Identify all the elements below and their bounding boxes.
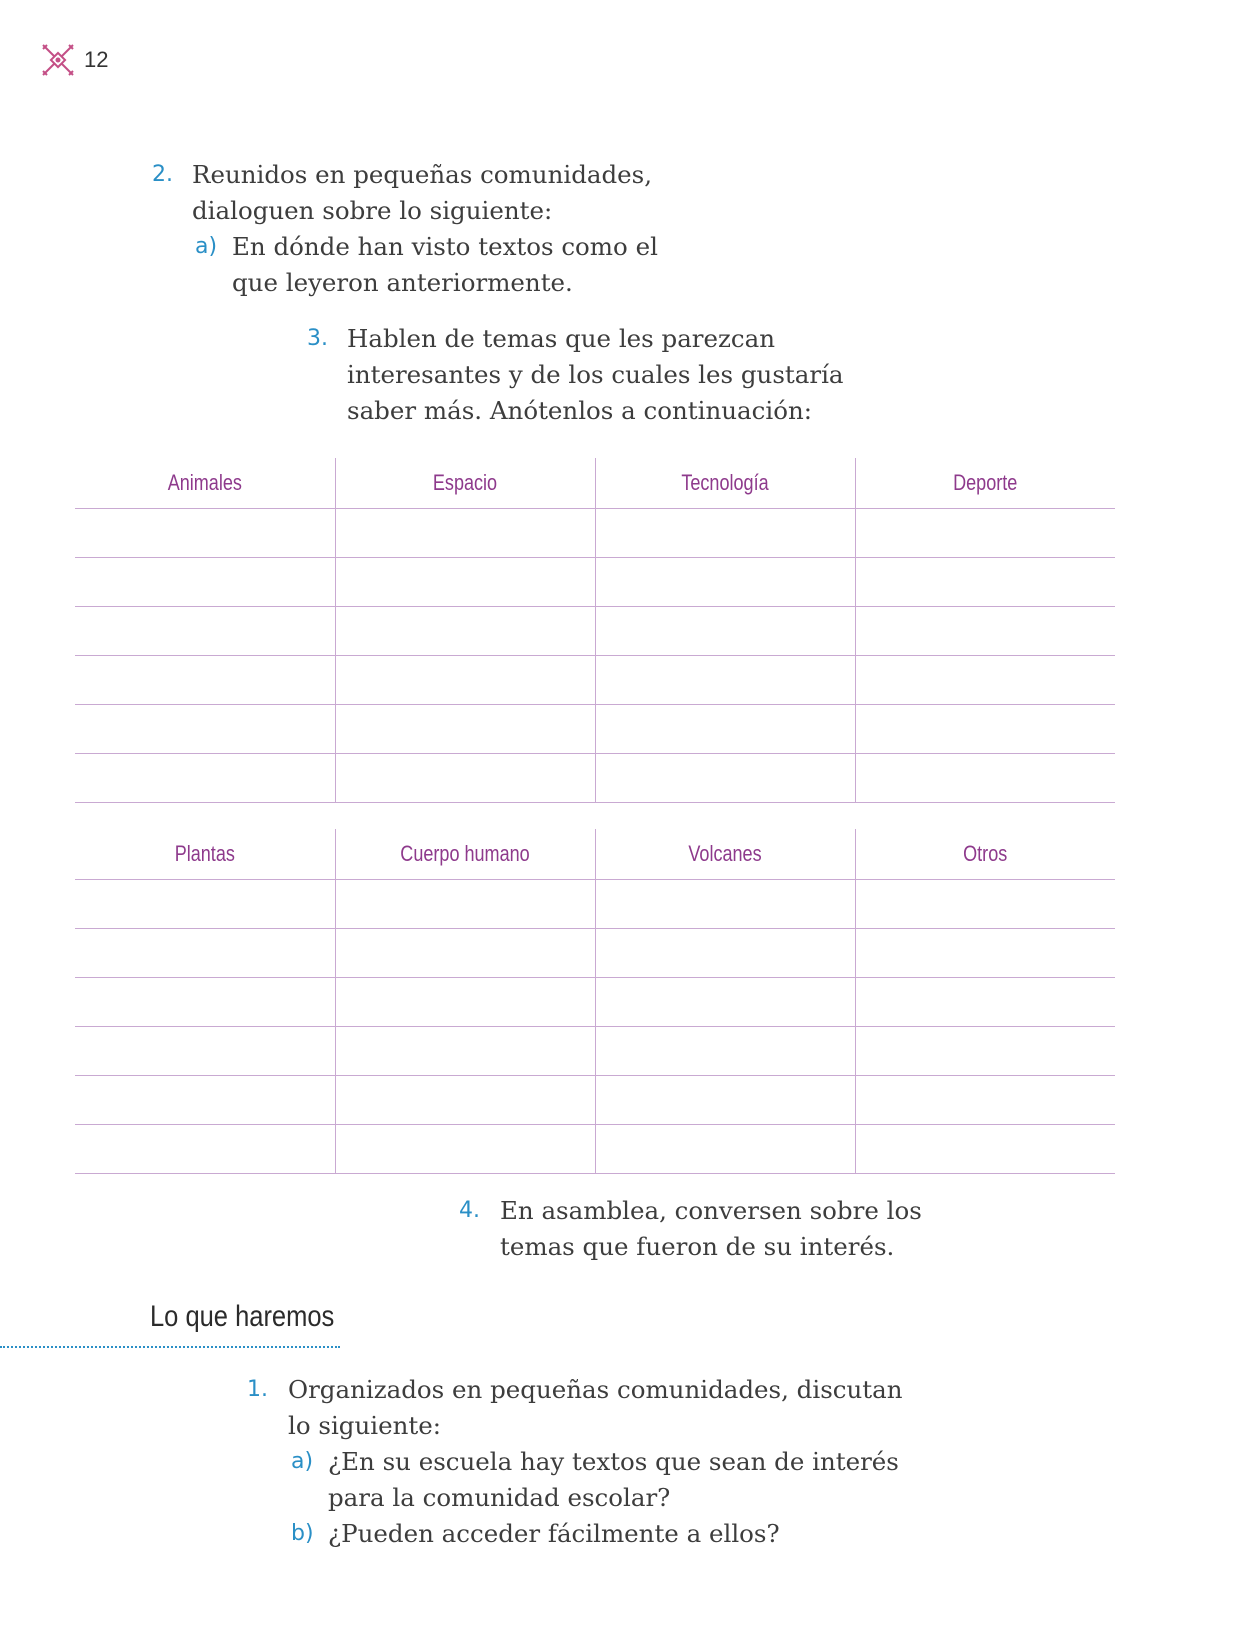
- writing-cell[interactable]: [75, 705, 335, 754]
- column-header-otros: Otros: [878, 829, 1091, 880]
- writing-cell[interactable]: [595, 1125, 855, 1174]
- writing-cell[interactable]: [75, 1076, 335, 1125]
- writing-cell[interactable]: [855, 656, 1115, 705]
- writing-cell[interactable]: [335, 607, 595, 656]
- sub-item-text-line: ¿En su escuela hay textos que sean de interés: [328, 1447, 899, 1476]
- table-row: [75, 558, 1115, 607]
- writing-cell[interactable]: [75, 656, 335, 705]
- writing-cell[interactable]: [335, 1076, 595, 1125]
- table-row: [75, 607, 1115, 656]
- writing-cell[interactable]: [75, 509, 335, 558]
- column-header-plantas: Plantas: [98, 829, 311, 880]
- sub-item-a: [291, 1444, 903, 1516]
- item-number: 1.: [247, 1377, 268, 1402]
- table-row: [75, 880, 1115, 929]
- writing-cell[interactable]: [855, 1125, 1115, 1174]
- item-text-line: Reunidos en pequeñas comunidades,: [192, 160, 653, 189]
- writing-cell[interactable]: [855, 880, 1115, 929]
- item-text-line: interesantes y de los cuales les gustaría: [347, 360, 844, 389]
- table-row: [75, 754, 1115, 803]
- writing-cell[interactable]: [75, 1125, 335, 1174]
- item-text-line: Hablen de temas que les parezcan: [347, 324, 776, 353]
- sub-item-text-line: que leyeron anteriormente.: [232, 268, 573, 297]
- sub-item-text-line: En dónde han visto textos como el: [232, 232, 658, 261]
- column-header-cuerpo-humano: Cuerpo humano: [358, 829, 571, 880]
- writing-cell[interactable]: [75, 607, 335, 656]
- writing-cell[interactable]: [855, 978, 1115, 1027]
- writing-cell[interactable]: [595, 978, 855, 1027]
- item-number: 4.: [459, 1198, 480, 1223]
- writing-cell[interactable]: [595, 929, 855, 978]
- activity-item-2: [152, 157, 658, 301]
- item-number: 3.: [307, 326, 328, 351]
- writing-cell[interactable]: [335, 1027, 595, 1076]
- item-text-line: dialoguen sobre lo siguiente:: [192, 196, 553, 225]
- writing-cell[interactable]: [595, 705, 855, 754]
- writing-cell[interactable]: [75, 558, 335, 607]
- writing-cell[interactable]: [595, 754, 855, 803]
- writing-cell[interactable]: [595, 656, 855, 705]
- writing-cell[interactable]: [855, 558, 1115, 607]
- writing-cell[interactable]: [75, 978, 335, 1027]
- table-row: [75, 929, 1115, 978]
- column-header-animales: Animales: [98, 458, 311, 509]
- writing-cell[interactable]: [75, 880, 335, 929]
- sub-item-label: a): [291, 1449, 314, 1474]
- column-header-tecnologia: Tecnología: [618, 458, 831, 509]
- table-row: [75, 656, 1115, 705]
- writing-cell[interactable]: [335, 705, 595, 754]
- writing-cell[interactable]: [595, 509, 855, 558]
- table-row: [75, 705, 1115, 754]
- writing-cell[interactable]: [855, 929, 1115, 978]
- sub-item-label: a): [195, 234, 218, 259]
- topics-table-2: [75, 829, 1115, 1174]
- item-text-line: Organizados en pequeñas comunidades, discutan: [288, 1375, 903, 1404]
- writing-cell[interactable]: [595, 1076, 855, 1125]
- writing-cell[interactable]: [335, 929, 595, 978]
- column-header-deporte: Deporte: [878, 458, 1091, 509]
- activity-item-1: [247, 1372, 903, 1552]
- activity-item-4: [459, 1193, 922, 1265]
- writing-cell[interactable]: [855, 1027, 1115, 1076]
- writing-cell[interactable]: [595, 1027, 855, 1076]
- writing-cell[interactable]: [855, 1076, 1115, 1125]
- item-number: 2.: [152, 162, 173, 187]
- item-text-line: temas que fueron de su interés.: [500, 1232, 895, 1261]
- writing-cell[interactable]: [335, 1125, 595, 1174]
- writing-cell[interactable]: [595, 558, 855, 607]
- page-header: [40, 42, 108, 78]
- table-row: [75, 1076, 1115, 1125]
- section-divider: [0, 1346, 340, 1348]
- writing-cell[interactable]: [335, 656, 595, 705]
- page-number: 12: [84, 47, 109, 72]
- table-row: [75, 978, 1115, 1027]
- section-title: Lo que haremos: [150, 1300, 335, 1333]
- writing-cell[interactable]: [855, 705, 1115, 754]
- writing-cell[interactable]: [855, 754, 1115, 803]
- writing-cell[interactable]: [335, 880, 595, 929]
- writing-cell[interactable]: [335, 754, 595, 803]
- table-row: [75, 509, 1115, 558]
- sub-item-b: [291, 1516, 903, 1552]
- activity-item-3: [307, 321, 844, 429]
- writing-cell[interactable]: [335, 509, 595, 558]
- item-text-line: lo siguiente:: [288, 1411, 441, 1440]
- writing-cell[interactable]: [75, 1027, 335, 1076]
- writing-cell[interactable]: [595, 880, 855, 929]
- writing-cell[interactable]: [335, 978, 595, 1027]
- item-text-line: En asamblea, conversen sobre los: [500, 1196, 922, 1225]
- writing-cell[interactable]: [335, 558, 595, 607]
- topics-table-1: [75, 458, 1115, 803]
- table-row: [75, 1125, 1115, 1174]
- sub-item-text-line: para la comunidad escolar?: [328, 1483, 671, 1512]
- column-header-volcanes: Volcanes: [618, 829, 831, 880]
- writing-cell[interactable]: [855, 509, 1115, 558]
- writing-cell[interactable]: [75, 929, 335, 978]
- table-row: [75, 1027, 1115, 1076]
- column-header-espacio: Espacio: [358, 458, 571, 509]
- writing-cell[interactable]: [75, 754, 335, 803]
- sub-item-text-line: ¿Pueden acceder fácilmente a ellos?: [328, 1519, 780, 1548]
- sub-item-label: b): [291, 1521, 314, 1546]
- writing-cell[interactable]: [855, 607, 1115, 656]
- sub-item-a: [195, 229, 658, 301]
- item-text-line: saber más. Anótenlos a continuación:: [347, 396, 812, 425]
- writing-cell[interactable]: [595, 607, 855, 656]
- ornament-icon: [40, 42, 76, 78]
